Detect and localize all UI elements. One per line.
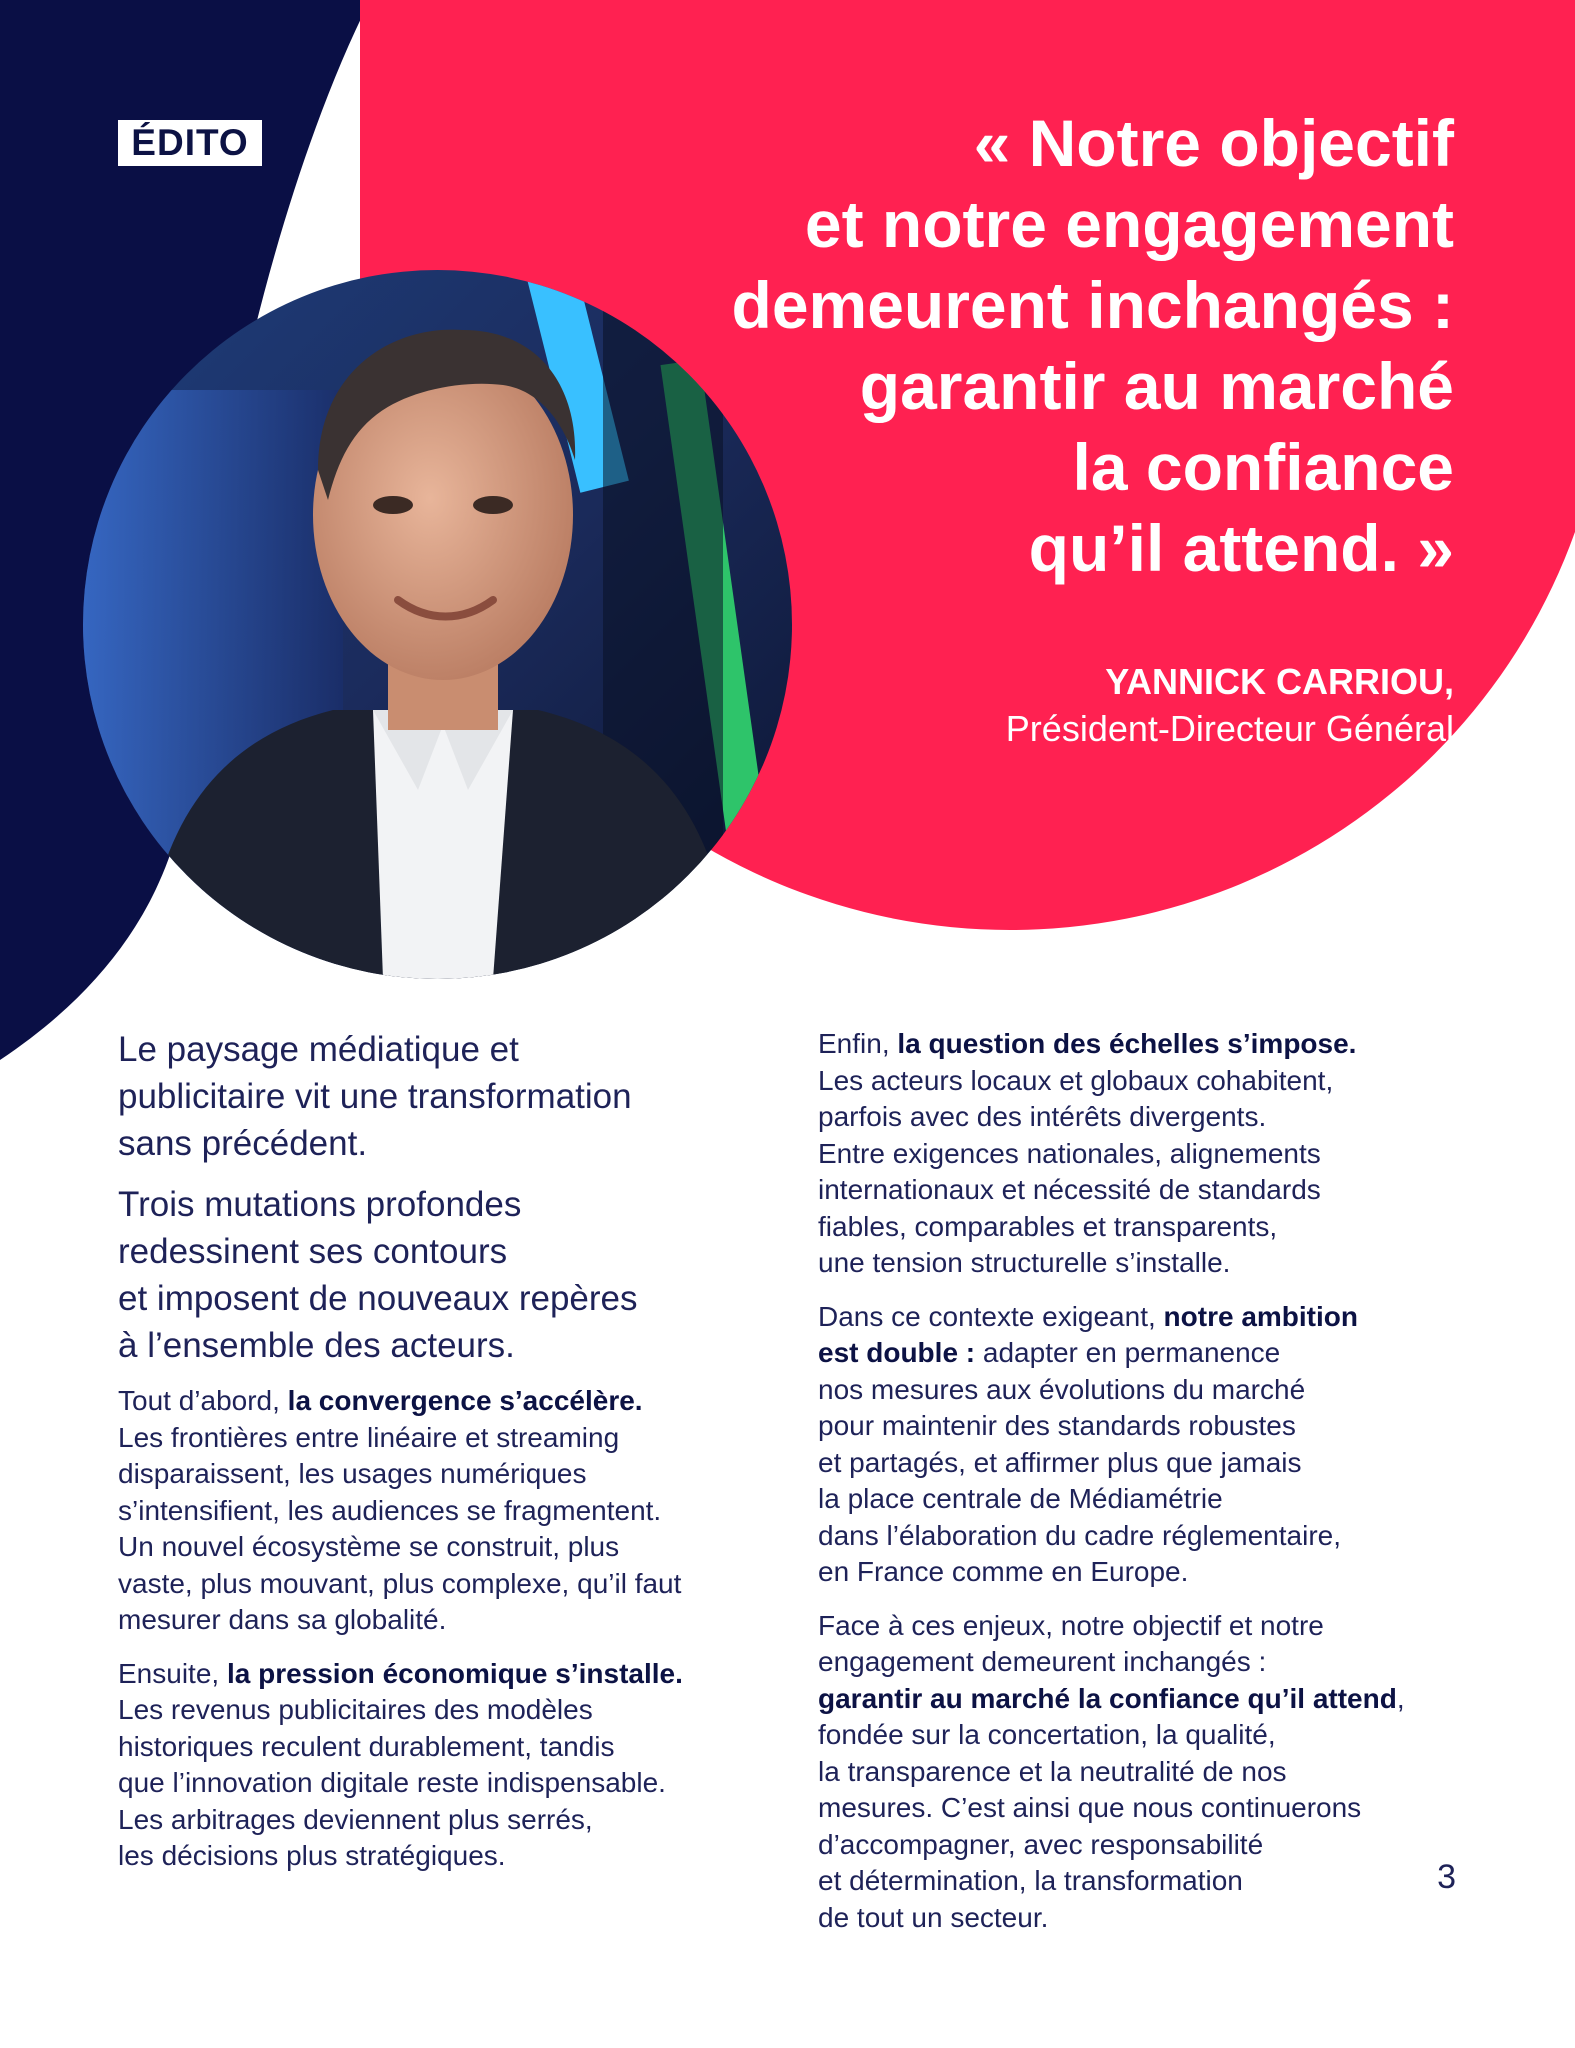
left-column: [118, 1026, 778, 1892]
text-line: sans précédent.: [118, 1124, 368, 1163]
text-line: Entre exigences nationales, alignements: [818, 1137, 1321, 1169]
text-line: engagement demeurent inchangés :: [818, 1646, 1267, 1677]
text-line: mesures. C’est ainsi que nous continuerons: [818, 1792, 1362, 1823]
text-line: de tout un secteur.: [818, 1901, 1049, 1933]
text-line: fiables, comparables et transparents,: [818, 1210, 1278, 1242]
paragraph-intro: Ensuite,: [118, 1657, 227, 1689]
text-line: fondée sur la concertation, la qualité,: [818, 1719, 1276, 1750]
quote-line: demeurent inchangés :: [731, 268, 1454, 342]
text-line: parfois avec des intérêts divergents.: [818, 1101, 1267, 1132]
text-line: la place centrale de Médiamétrie: [818, 1483, 1223, 1514]
edito-badge: ÉDITO: [118, 120, 262, 166]
paragraph-pression: [118, 1656, 778, 1875]
text-line: vaste, plus mouvant, plus complexe, qu’il faut: [118, 1567, 682, 1599]
text-line: d’accompagner, avec responsabilité: [818, 1828, 1264, 1860]
text-line: disparaissent, les usages numériques: [118, 1458, 587, 1489]
paragraph-emphasis: la pression économique s’installe.: [226, 1657, 683, 1689]
text-line: mesurer dans sa globalité.: [118, 1604, 447, 1635]
paragraph-convergence: [118, 1383, 778, 1639]
text-line: s’intensifient, les audiences se fragmentent.: [118, 1494, 662, 1526]
text-line: Trois mutations profondes: [118, 1185, 522, 1224]
text-line: pour maintenir des standards robustes: [818, 1410, 1296, 1441]
text-line: historiques reculent durablement, tandis: [118, 1730, 615, 1762]
text-line: internationaux et nécessité de standards: [818, 1174, 1321, 1205]
text-line: la transparence et la neutralité de nos: [818, 1755, 1287, 1787]
lead-paragraph-1: [118, 1026, 778, 1167]
right-column: [818, 1026, 1458, 1953]
text-line: Les acteurs locaux et globaux cohabitent,: [818, 1064, 1334, 1096]
text-line: en France comme en Europe.: [818, 1556, 1189, 1587]
text-line: que l’innovation digitale reste indispensable.: [118, 1767, 666, 1798]
text-line: nos mesures aux évolutions du marché: [818, 1373, 1306, 1405]
text-line: et partagés, et affirmer plus que jamais: [818, 1446, 1302, 1478]
text-line: [818, 1335, 1458, 1372]
text-line: Les arbitrages deviennent plus serrés,: [118, 1803, 593, 1835]
paragraph-emphasis: garantir au marché la confiance qu’il attend: [818, 1682, 1397, 1714]
text-line: une tension structurelle s’installe.: [818, 1247, 1231, 1278]
paragraph-echelles: [818, 1026, 1458, 1282]
text-line: à l’ensemble des acteurs.: [118, 1326, 515, 1365]
paragraph-emphasis: la convergence s’accélère.: [287, 1385, 643, 1416]
quote-line: « Notre objectif: [973, 106, 1454, 180]
quote-line: la confiance: [1072, 430, 1454, 504]
author-name: YANNICK CARRIOU,: [1105, 661, 1454, 702]
text-line: et détermination, la transformation: [818, 1865, 1243, 1896]
paragraph-continuation: ,: [1396, 1682, 1405, 1714]
text-line: [118, 1656, 778, 1693]
paragraph-conclusion: [818, 1608, 1458, 1937]
text-line: [118, 1383, 778, 1420]
portrait-photo: [83, 270, 792, 979]
text-line: les décisions plus stratégiques.: [118, 1840, 506, 1871]
text-line: dans l’élaboration du cadre réglementaire,: [818, 1519, 1341, 1551]
quote-line: garantir au marché: [859, 349, 1454, 423]
paragraph-continuation: adapter en permanence: [975, 1337, 1281, 1368]
quote-line: qu’il attend. »: [1028, 511, 1454, 585]
text-line: Face à ces enjeux, notre objectif et notre: [818, 1609, 1324, 1641]
quote-line: et notre engagement: [804, 187, 1454, 261]
paragraph-emphasis: est double :: [818, 1337, 976, 1368]
paragraph-intro: Tout d’abord,: [118, 1385, 288, 1416]
paragraph-intro: Enfin,: [818, 1028, 898, 1059]
paragraph-ambition: [818, 1299, 1458, 1591]
text-line: Les revenus publicitaires des modèles: [118, 1694, 593, 1725]
paragraph-emphasis: notre ambition: [1163, 1300, 1358, 1332]
paragraph-intro: Dans ce contexte exigeant,: [818, 1300, 1164, 1332]
lead-paragraph-2: [118, 1181, 778, 1369]
author-role: Président-Directeur Général: [1005, 708, 1454, 749]
paragraph-emphasis: la question des échelles s’impose.: [897, 1028, 1357, 1059]
text-line: Un nouvel écosystème se construit, plus: [118, 1531, 620, 1562]
text-line: [818, 1026, 1458, 1063]
text-line: et imposent de nouveaux repères: [118, 1279, 638, 1318]
text-line: Les frontières entre linéaire et streaming: [118, 1421, 620, 1453]
text-line: redessinent ses contours: [118, 1232, 508, 1271]
text-line: Le paysage médiatique et: [118, 1030, 519, 1069]
text-line: [818, 1299, 1458, 1336]
text-line: publicitaire vit une transformation: [118, 1077, 632, 1116]
page-number: 3: [1437, 1858, 1456, 1896]
text-line: [818, 1681, 1458, 1718]
